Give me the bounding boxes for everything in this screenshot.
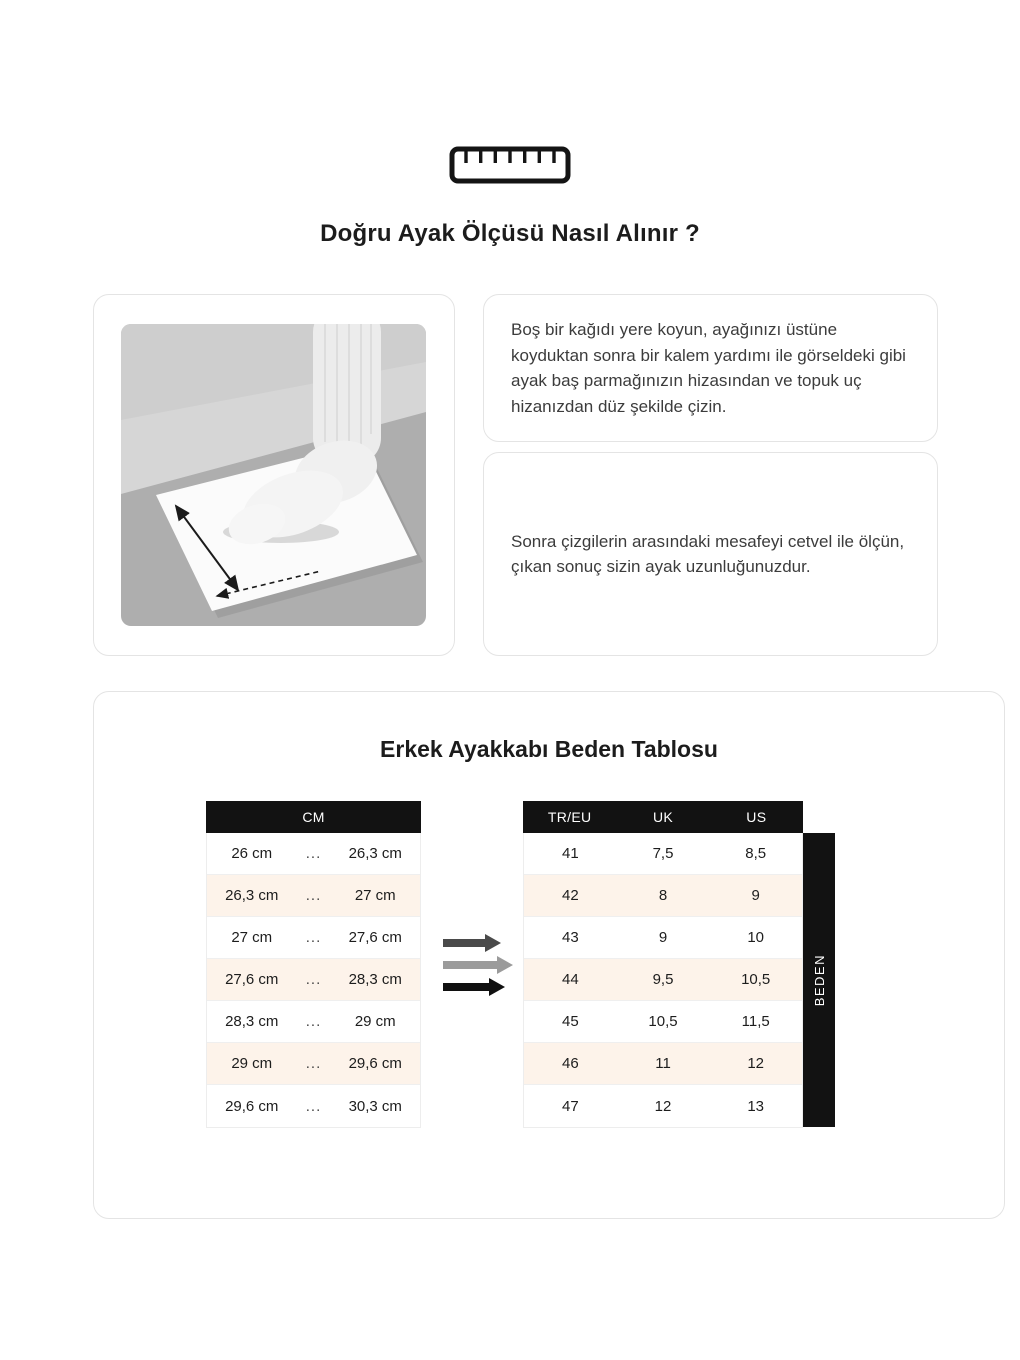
size-us: 8,5 bbox=[745, 845, 767, 862]
header-uk: UK bbox=[652, 809, 674, 825]
size-uk: 7,5 bbox=[652, 845, 674, 862]
instruction-cards-column bbox=[483, 294, 938, 656]
range-dots: ... bbox=[305, 1013, 322, 1030]
cm-min: 28,3 cm bbox=[225, 1013, 279, 1030]
cm-min: 27,6 cm bbox=[225, 971, 279, 988]
cm-max: 30,3 cm bbox=[348, 1097, 402, 1115]
range-dots: ... bbox=[305, 1097, 322, 1115]
size-table-row bbox=[524, 917, 802, 959]
page-title: Doğru Ayak Ölçüsü Nasıl Alınır ? bbox=[320, 220, 700, 247]
cm-table-row bbox=[207, 1085, 420, 1127]
size-uk: 9 bbox=[658, 929, 668, 946]
cm-max: 27 cm bbox=[354, 887, 396, 904]
cm-table-row bbox=[207, 1001, 420, 1043]
instruction-step-2: Sonra çizgilerin arasındaki mesafeyi cetvel ile ölçün, çıkan sonuç sizin ayak uzunluğunuzdur. bbox=[511, 531, 905, 576]
size-tr-eu: 44 bbox=[561, 971, 579, 988]
size-table-row bbox=[524, 1001, 802, 1043]
range-dots: ... bbox=[305, 845, 322, 862]
measurement-photo-card bbox=[93, 294, 455, 656]
header-tr-eu: TR/EU bbox=[547, 809, 592, 825]
range-dots: ... bbox=[305, 1055, 322, 1072]
cm-max: 29,6 cm bbox=[348, 1055, 402, 1072]
size-tables-row bbox=[94, 801, 1004, 1128]
size-uk: 10,5 bbox=[648, 1013, 678, 1030]
cm-table-row bbox=[207, 959, 420, 1001]
size-uk: 11 bbox=[655, 1055, 671, 1072]
range-dots: ... bbox=[305, 887, 322, 904]
conversion-arrows-icon bbox=[443, 934, 515, 1001]
cm-table-row bbox=[207, 917, 420, 959]
size-table-row bbox=[524, 833, 802, 875]
size-tr-eu: 41 bbox=[561, 845, 579, 862]
cm-min: 27 cm bbox=[231, 929, 273, 946]
cm-max: 29 cm bbox=[354, 1013, 396, 1030]
size-table-body bbox=[523, 833, 803, 1128]
cm-min: 26 cm bbox=[231, 845, 273, 862]
size-uk: 8 bbox=[658, 887, 668, 904]
foot-measurement-photo bbox=[121, 324, 426, 626]
size-table-row bbox=[524, 1043, 802, 1085]
cm-min: 29,6 cm bbox=[225, 1097, 279, 1115]
range-dots: ... bbox=[305, 929, 322, 946]
size-uk: 9,5 bbox=[652, 971, 674, 988]
cm-table-row bbox=[207, 833, 420, 875]
cm-table-row bbox=[207, 875, 420, 917]
cm-min: 26,3 cm bbox=[225, 887, 279, 904]
range-dots: ... bbox=[305, 971, 322, 988]
size-us: 12 bbox=[747, 1055, 765, 1072]
size-us: 10,5 bbox=[741, 971, 771, 988]
size-us: 10 bbox=[747, 929, 765, 946]
size-table bbox=[523, 801, 827, 1128]
instruction-card-1 bbox=[483, 294, 938, 442]
instruction-card-2 bbox=[483, 452, 938, 656]
size-table-row bbox=[524, 875, 802, 917]
size-table-card bbox=[93, 691, 1005, 1219]
cm-max: 26,3 cm bbox=[348, 845, 402, 862]
size-table-title: Erkek Ayakkabı Beden Tablosu bbox=[380, 736, 718, 762]
cm-table-row bbox=[207, 1043, 420, 1085]
size-table-header bbox=[523, 801, 803, 833]
size-tr-eu: 47 bbox=[561, 1097, 579, 1115]
cm-max: 27,6 cm bbox=[348, 929, 402, 946]
instruction-step-1: Boş bir kağıdı yere koyun, ayağınızı üstüne koyduktan sonra bir kalem yardımı ile görseldeki gibi ayak baş parmağınızın hizasından ve topuk uç hizanızdan düz şekilde çizin. bbox=[511, 320, 906, 416]
size-table-row bbox=[524, 959, 802, 1001]
cm-table-header: CM bbox=[206, 801, 421, 833]
size-tr-eu: 42 bbox=[561, 887, 579, 904]
cm-max: 28,3 cm bbox=[348, 971, 402, 988]
cm-table bbox=[206, 801, 421, 1128]
header-us: US bbox=[746, 809, 767, 825]
size-uk: 12 bbox=[654, 1097, 672, 1115]
size-us: 13 bbox=[747, 1097, 765, 1115]
size-table-row bbox=[524, 1085, 802, 1127]
cm-table-body bbox=[206, 833, 421, 1128]
measurement-instructions-section bbox=[93, 294, 938, 656]
size-tr-eu: 45 bbox=[561, 1013, 579, 1030]
cm-min: 29 cm bbox=[231, 1055, 273, 1072]
size-tr-eu: 43 bbox=[561, 929, 579, 946]
size-tr-eu: 46 bbox=[561, 1055, 579, 1072]
beden-side-label: BEDEN bbox=[803, 833, 835, 1127]
size-us: 9 bbox=[751, 887, 760, 904]
ruler-icon bbox=[0, 0, 1020, 184]
size-us: 11,5 bbox=[741, 1013, 770, 1030]
